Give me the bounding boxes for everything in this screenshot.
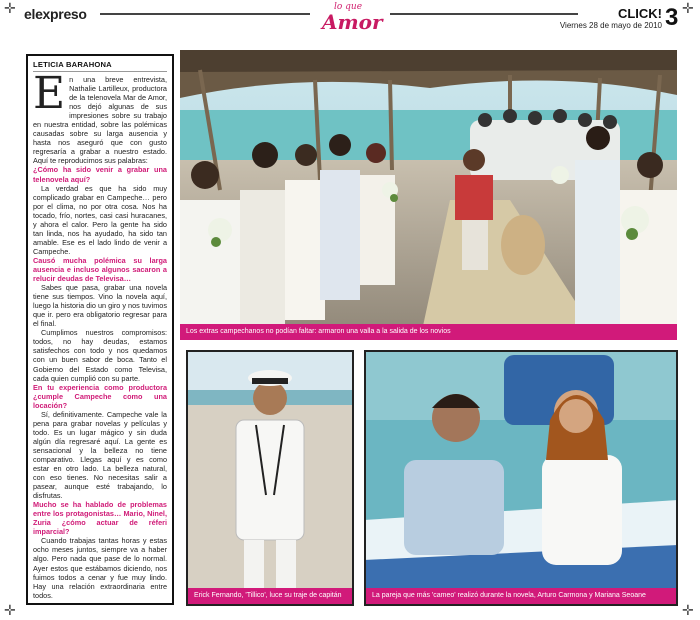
registration-mark-icon: ✛ — [682, 1, 694, 17]
article-paragraph: Cuando trabajas tantas horas y estas ocho meses juntos, siempre va a haber algo. Pero nada que pase de lo normal. Ayer estos que estábamos diciendo, nos fuimos todos a cenar y fue muy lindo. Hay una relación extraordinaria entre todos. — [33, 536, 167, 600]
header-rule-right — [390, 13, 578, 15]
article-paragraph: Sabes que pasa, grabar una novela tiene sus tiempos. Vino la novela aquí, luego la historia dio un giro y nos tuvimos que ir. pero era obligatorio regresar para el final. — [33, 283, 167, 329]
article-paragraph: Sí, definitivamente. Campeche vale la pena para grabar novelas y películas y todo. Es un lugar mágico y sin duda algún día regresaré aquí. La gente es sensacional y la belleza no tiene comparativo. Llegas aquí y es como estar en otro lado. La belleza natural, con eso tienes. No necesitas salir a pasear, aunque esté trabajando, lo disfrutas. — [33, 409, 167, 501]
section-name: elexpreso — [24, 6, 87, 22]
logo-top-text: lo que — [334, 2, 363, 12]
registration-mark-icon: ✛ — [682, 603, 694, 619]
photo-couple-frame — [364, 350, 678, 606]
registration-mark-icon: ✛ — [4, 1, 16, 17]
interview-question: Causó mucha polémica su larga ausencia e incluso algunos sacaron a relucir deudas de Televisa… — [33, 255, 167, 284]
page-number: 3 — [665, 4, 679, 31]
publication-name: CLICK! — [617, 6, 662, 21]
issue-date: Viernes 28 de mayo de 2010 — [559, 21, 662, 30]
header-right — [560, 6, 662, 30]
article-body — [33, 68, 167, 600]
interview-article — [26, 54, 174, 605]
caption-main-photo: Los extras campechanos no podían faltar: armaron una valla a la salida de los novios — [180, 324, 677, 340]
photo-beach-wedding — [180, 50, 677, 340]
caption-boy-photo: Erick Fernando, 'Tillico', luce su traje de capitán — [188, 588, 352, 604]
article-paragraph: La verdad es que ha sido muy complicado grabar en Campeche… pero por el clima, no por otra cosa. Nos ha tocado, frío, nortes, casi casi huracanes, y ahora el calor. Pero la gente ha sido tan linda, nos ha ayudado, ha sido tan amable. Ese es el lado lindo de venir a Campeche. — [33, 183, 167, 256]
article-paragraph: Cumplimos nuestros compromisos: todos, no hay deudas, estamos satisfechos con todo y nos quedamos con un buen sabor de boca. Tanto el Gobierno del Estado como Televisa, cada quien cumplió con su parte. — [33, 328, 167, 383]
article-paragraph: n una breve entrevista, Nathalie Lartilleux, productora de la telenovela Mar de Amor, nos dejó algunas de sus impresiones sobre su trabajo en nuestra entidad, sobre las polémicas causadas sobre su larga ausencia y hasta nos aseguró que con gusto regresaría a grabar a nuestro estado. Aquí te reproducimos sus palabras: — [33, 75, 167, 166]
dropcap: E — [33, 68, 66, 119]
page-header — [0, 0, 700, 40]
photo-boy-frame — [186, 350, 354, 606]
byline: LETICIA BARAHONA — [33, 60, 167, 72]
header-rule-left — [100, 13, 310, 15]
interview-question: En tu experiencia como productora ¿cumple Campeche como una locación? — [33, 382, 167, 410]
show-logo — [316, 2, 382, 36]
registration-mark-icon: ✛ — [4, 603, 16, 619]
interview-question: ¿Cómo ha sido venir a grabar una telenovela aquí? — [33, 165, 167, 184]
interview-question: Mucho se ha hablado de problemas entre los protagonistas… Mario, Ninel, Zuria ¿cómo actuar de réferi imparcial? — [33, 500, 167, 537]
logo-main-text: Amor — [322, 10, 383, 34]
caption-couple-photo: La pareja que más 'cameo' realizó durante la novela, Arturo Carmona y Mariana Seoane — [366, 588, 676, 604]
